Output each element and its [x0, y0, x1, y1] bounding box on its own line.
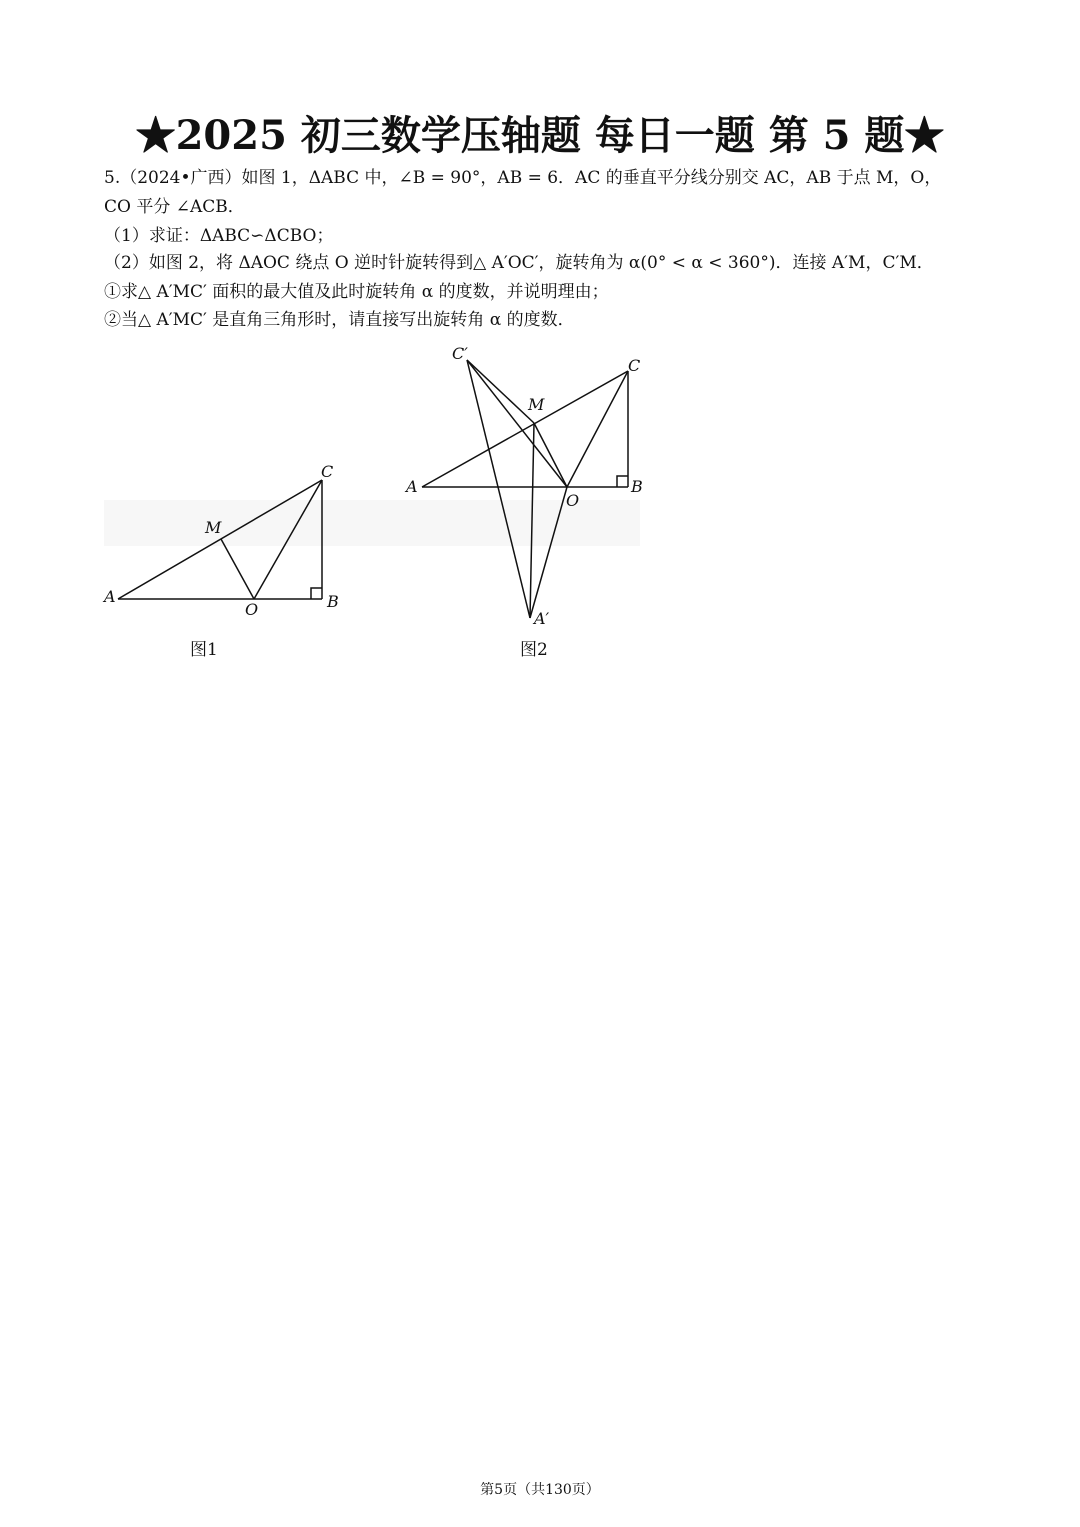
label-C1: C′: [452, 344, 468, 363]
problem-part-2: （2）如图 2，将 ΔAOC 绕点 O 逆时针旋转得到△ A′OC′，旋转角为 α(0° < α < 360°)．连接 A′M，C′M．: [104, 253, 934, 273]
segment-C1M: [467, 360, 534, 423]
segment-CO: [254, 480, 322, 599]
page-title: ★2025 初三数学压轴题 每日一题 第 5 题★: [135, 112, 945, 159]
right-angle-mark: [311, 588, 322, 599]
label-B: B: [631, 477, 643, 496]
label-M: M: [205, 518, 222, 537]
segment-MO: [221, 539, 254, 599]
label-C: C: [321, 462, 334, 481]
segment-MO: [534, 423, 567, 487]
problem-sub-1: ①求△ A′MC′ 面积的最大值及此时旋转角 α 的度数，并说明理由；: [104, 282, 609, 302]
problem-part-1: （1）求证：ΔABC∽ΔCBO；: [104, 226, 334, 246]
segment-MA1: [530, 423, 534, 618]
problem-sub-2: ②当△ A′MC′ 是直角三角形时，请直接写出旋转角 α 的度数．: [104, 310, 575, 330]
label-C: C: [628, 356, 641, 375]
figure-2: [400, 338, 660, 633]
label-M: M: [528, 395, 545, 414]
label-O: O: [566, 491, 580, 510]
page-footer: 第5页（共130页）: [480, 1482, 600, 1498]
segment-AC: [118, 480, 322, 599]
label-A: A: [104, 587, 116, 606]
figure-2-caption: 图2: [520, 640, 548, 660]
label-O: O: [245, 600, 259, 619]
figure-1: [100, 455, 350, 630]
problem-line-2: CO 平分 ∠ACB．: [104, 197, 245, 217]
segment-OA1: [530, 487, 567, 618]
problem-line-1: 5.（2024•广西）如图 1，ΔABC 中，∠B = 90°，AB = 6．AC 的垂直平分线分别交 AC，AB 于点 M，O，: [104, 168, 942, 188]
segment-C1A1: [467, 360, 530, 618]
right-angle-mark: [617, 476, 628, 487]
label-B: B: [327, 592, 339, 611]
label-A: A: [406, 477, 418, 496]
label-A1: A′: [534, 609, 550, 628]
figure-1-caption: 图1: [190, 640, 218, 660]
